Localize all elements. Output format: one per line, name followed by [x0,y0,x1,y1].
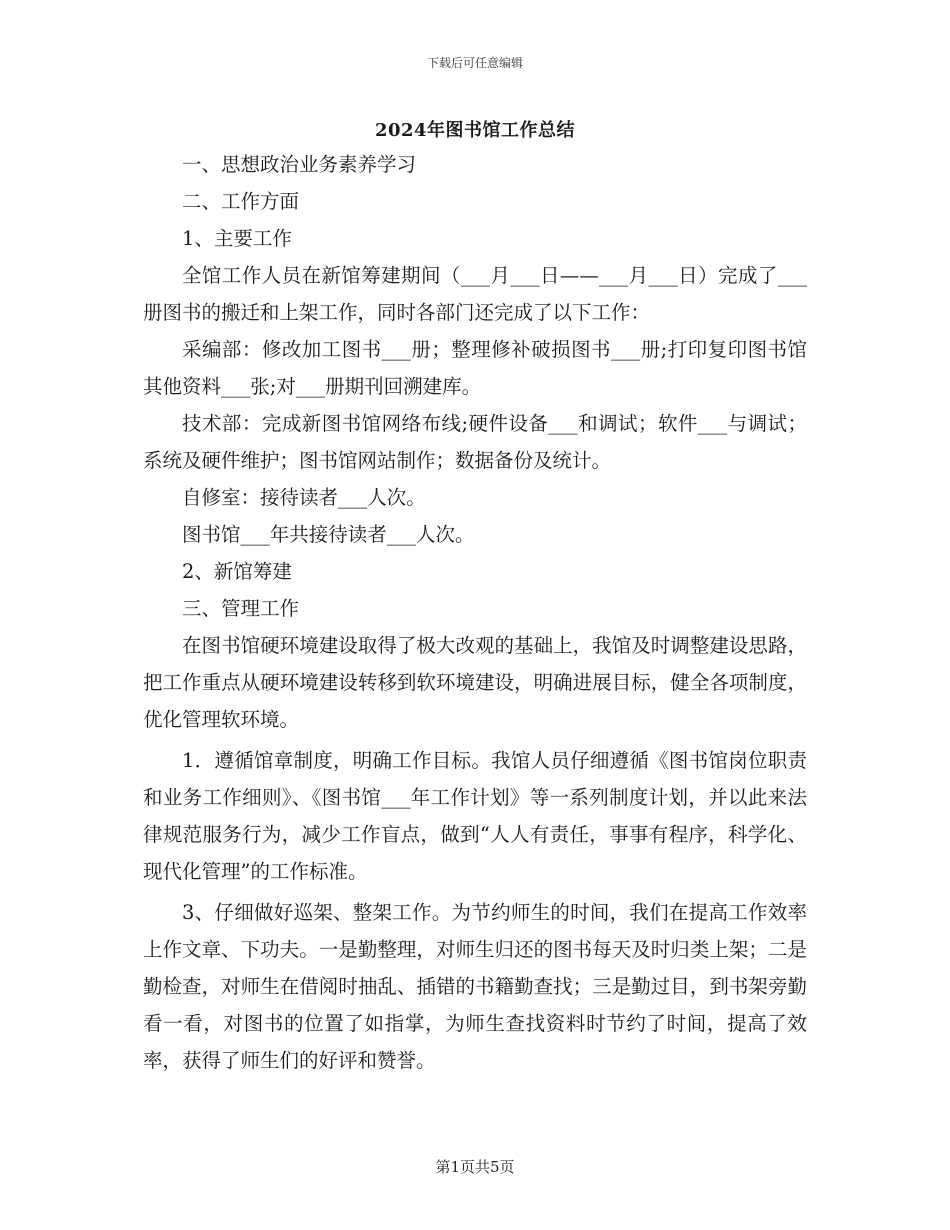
body-paragraph: 图书馆___年共接待读者___人次。 [182,523,475,546]
section-heading: 一、思想政治业务素养学习 [182,153,417,176]
subsection-heading: 1、主要工作 [182,227,292,250]
body-paragraph: 1．遵循馆章制度，明确工作目标。我馆人员仔细遵循《图书馆岗位职责和业务工作细则》、《图书馆___年工作计划》等一系列制度计划，并以此来法律规范服务行为，减少工作盲点，做到“人人有责任，事事有程序，科学化、现代化管理”的工作标准。 [143,749,807,883]
header-note: 下载后可任意编辑 [426,56,523,70]
body-paragraph: 技术部：完成新图书馆网络布线;硬件设备___和调试；软件___与调试；系统及硬件维护；图书馆网站制作；数据备份及统计。 [143,412,807,472]
page-number: 第1页共5页 [435,1158,515,1176]
body-paragraph: 自修室：接待读者___人次。 [182,486,426,509]
document-body [143,146,807,1079]
body-paragraph: 采编部：修改加工图书___册；整理修补破损图书___册;打印复印图书馆其他资料___张;对___册期刊回溯建库。 [143,338,807,398]
body-paragraph: 3、仔细做好巡架、整架工作。为节约师生的时间，我们在提高工作效率上作文章、下功夫。一是勤整理，对师生归还的图书每天及时归类上架；二是勤检查，对师生在借阅时抽乱、插错的书籍勤查找；三是勤过目，到书架旁勤看一看，对图书的位置了如指掌，为师生查找资料时节约了时间，提高了效率，获得了师生们的好评和赞誉。 [143,901,807,1072]
subsection-heading: 2、新馆筹建 [182,560,292,583]
section-heading: 三、管理工作 [182,597,300,620]
section-heading: 二、工作方面 [182,190,300,213]
document-title: 2024年图书馆工作总结 [374,120,576,141]
body-paragraph: 在图书馆硬环境建设取得了极大改观的基础上，我馆及时调整建设思路，把工作重点从硬环境建设转移到软环境建设，明确进展目标，健全各项制度，优化管理软环境。 [143,634,807,731]
body-paragraph: 全馆工作人员在新馆筹建期间（___月___日——___月___日）完成了___册图书的搬迁和上架工作，同时各部门还完成了以下工作： [143,264,807,324]
